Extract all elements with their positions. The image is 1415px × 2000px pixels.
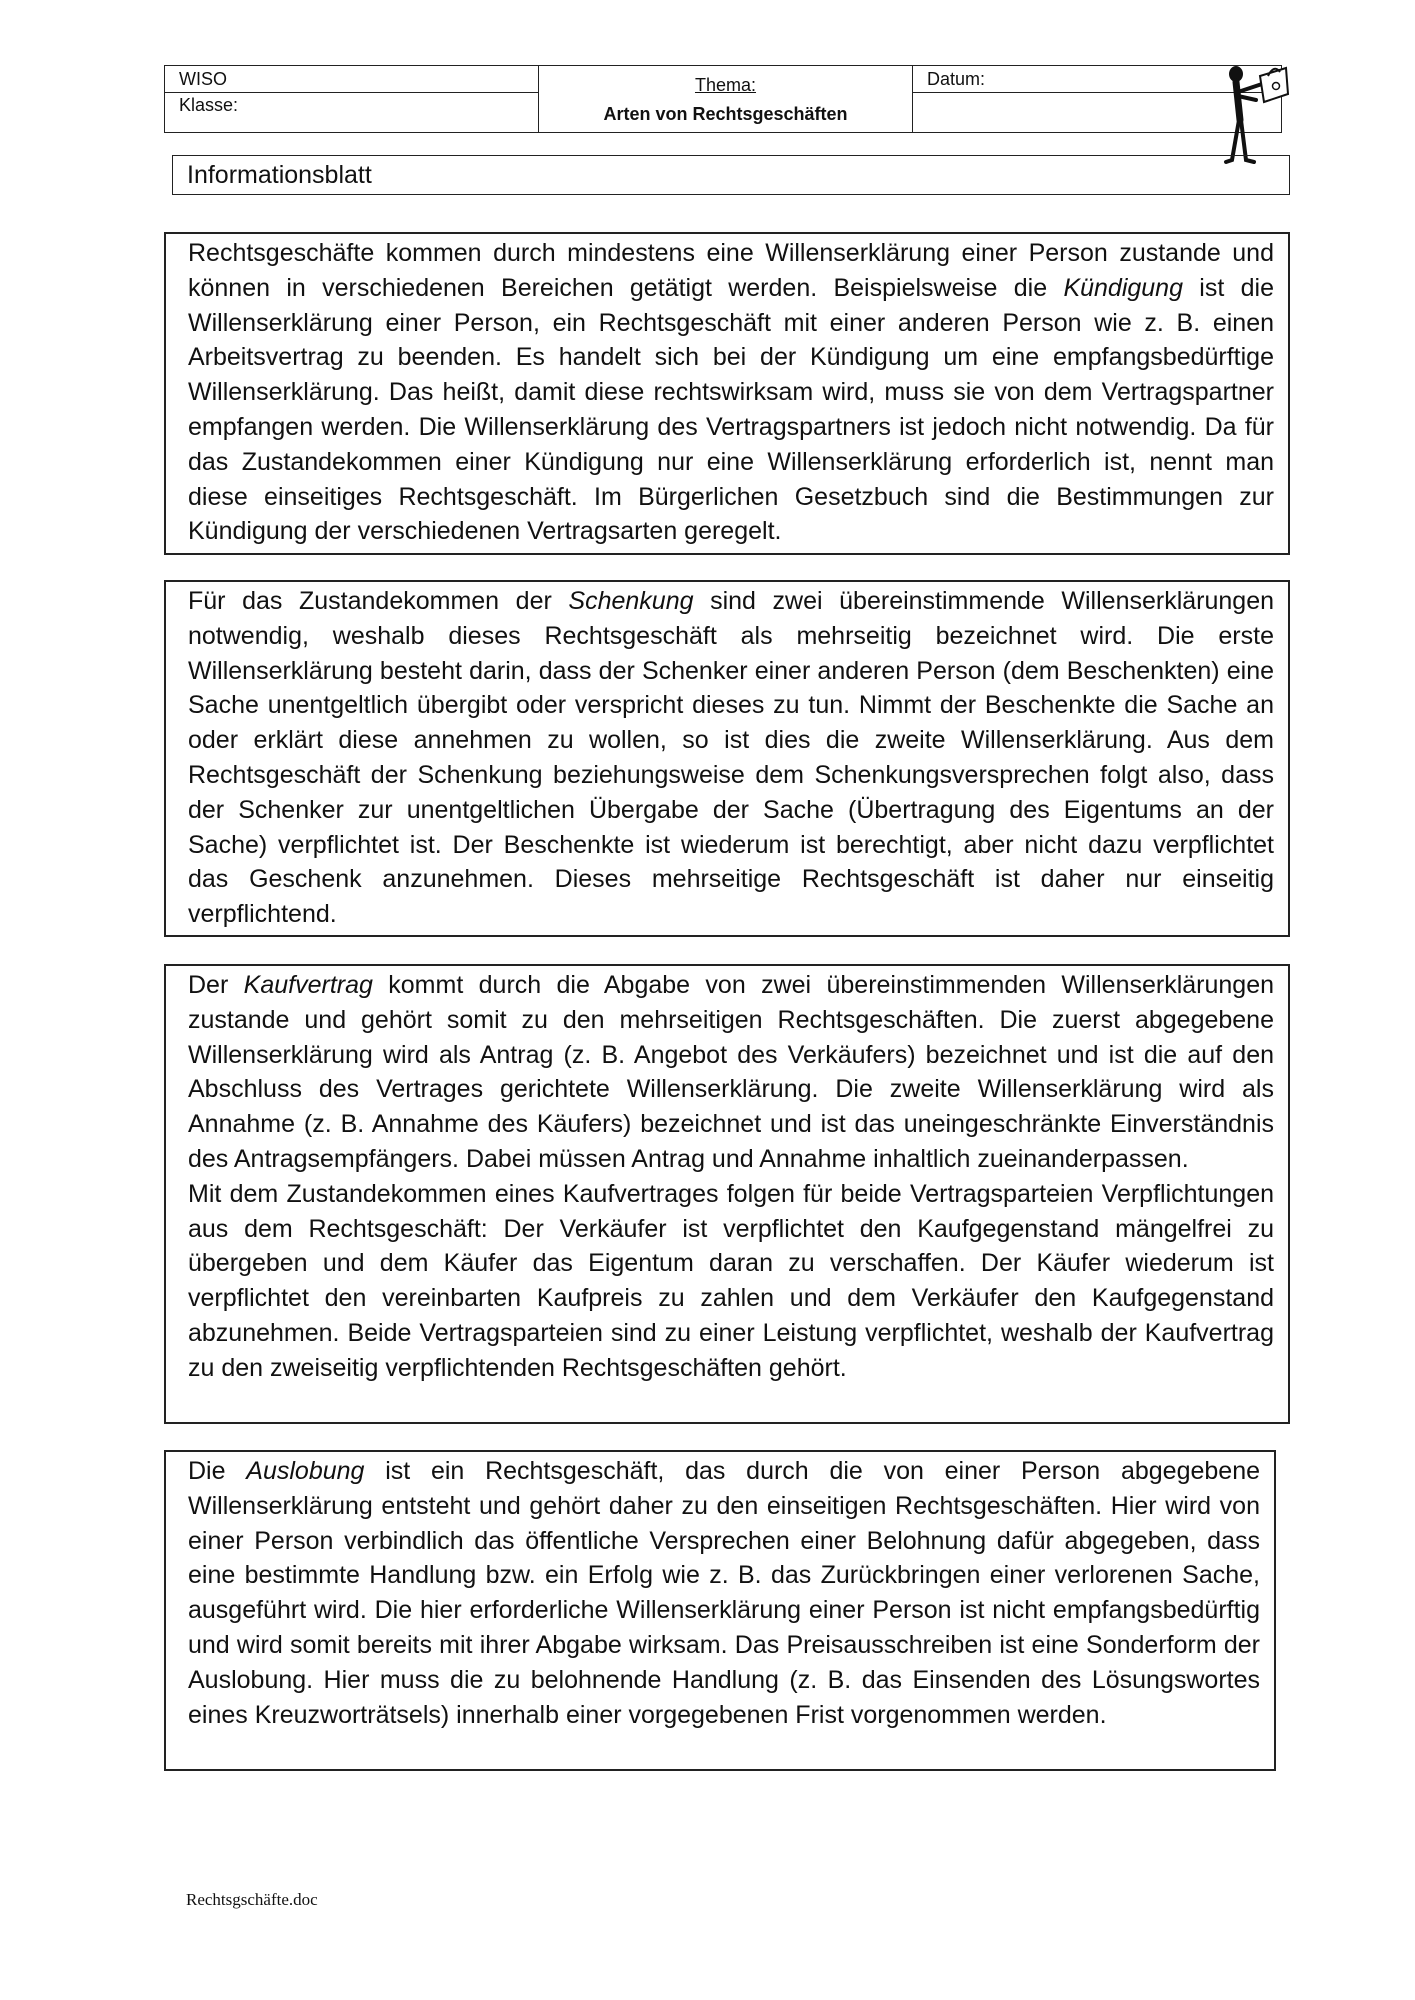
text-box-kuendigung	[164, 232, 1290, 555]
info-sheet-title: Informationsblatt	[172, 155, 1290, 195]
text-segment: Für das Zustandekommen der	[188, 587, 569, 615]
text-segment: sind zwei übereinstimmende Willenserklärungen notwendig, weshalb dieses Rechtsgeschäft als mehrseitig bezeichnet wird. Die erste Willenserklärung besteht darin, dass der Schenker einer anderen Person (dem Beschenkten) eine Sache unentgeltlich übergibt oder verspricht dieses zu tun. Nimmt der Beschenkte die Sache an oder erklärt diese annehmen zu wollen, so ist dies die zweite Willenserklärung. Aus dem Rechtsgeschäft der Schenkung beziehungsweise dem Schenkungsversprechen folgt also, dass der Schenker zur unentgeltlichen Übergabe der Sache (Übertragung des Eigentums an der Sache) verpflichtet ist. Der Beschenkte ist wiederum ist berechtigt, aber nicht dazu verpflichtet das Geschenk anzunehmen. Dieses mehrseitige Rechtsgeschäft ist daher nur einseitig verpflichtend.	[188, 587, 1275, 929]
text-segment: Die	[188, 1457, 247, 1485]
date-label: Datum:	[927, 68, 986, 89]
text-box-auslobung	[164, 1450, 1276, 1771]
paragraph	[188, 1454, 1260, 1732]
text-segment: Mit dem Zustandekommen eines Kaufvertrages folgen für beide Vertragsparteien Verpflichtungen aus dem Rechtsgeschäft: Der Verkäufer ist verpflichtet den Kaufgegenstand mängelfrei zu übergeben und dem Käufer das Eigentum daran zu verschaffen. Der Käufer wiederum ist verpflichtet den vereinbarten Kaufpreis zu zahlen und dem Verkäufer den Kaufgegenstand abzunehmen. Beide Vertragsparteien sind zu einer Leistung verpflichtet, weshalb der Kaufvertrag zu den zweiseitig verpflichtenden Rechtsgeschäften gehört.	[188, 1179, 1274, 1382]
text-segment: ist die Willenserklärung einer Person, ein Rechtsgeschäft mit einer anderen Person wie z. B. einen Arbeitsvertrag zu beenden. Es handelt sich bei der Kündigung um eine empfangsbedürftige Willenserklärung. Das heißt, damit diese rechtswirksam wird, muss sie von dem Vertragspartner empfangen werden. Die Willenserklärung des Vertragspartners ist jedoch nicht notwendig. Da für das Zustandekommen einer Kündigung nur eine Willenserklärung erforderlich ist, nennt man diese einseitiges Rechtsgeschäft. Im Bürgerlichen Gesetzbuch sind die Bestimmungen zur Kündigung der verschiedenen Vertragsarten geregelt.	[188, 273, 1274, 546]
paragraph	[188, 584, 1274, 932]
worksheet-header	[164, 65, 1282, 133]
class-label: Klasse:	[179, 95, 239, 115]
paragraph	[188, 236, 1274, 549]
subject-label: WISO	[179, 68, 227, 89]
paragraph	[188, 968, 1274, 1177]
figure-with-shopping-bag-icon	[1222, 62, 1290, 166]
text-segment: Der	[188, 971, 244, 999]
text-box-schenkung	[164, 580, 1290, 937]
paragraph	[188, 1177, 1274, 1386]
class-cell	[165, 93, 539, 133]
text-segment: ist ein Rechtsgeschäft, das durch die von einer Person abgegebene Willenserklärung entsteht und gehört daher zu den einseitigen Rechtsgeschäften. Hier wird von einer Person verbindlich das öffentliche Versprechen einer Belohnung dafür abgegeben, dass eine bestimmte Handlung bzw. ein Erfolg wie z. B. das Zurückbringen einer verlorenen Sache, ausgeführt wird. Die hier erforderliche Willenserklärung einer Person ist nicht empfangsbedürftig und wird somit bereits mit ihrer Abgabe wirksam. Das Preisausschreiben ist eine Sonderform der Auslobung. Hier muss die zu belohnende Handlung (z. B. das Einsenden des Lösungswortes eines Kreuzworträtsels) innerhalb einer vorgegebenen Frist vorgenommen werden.	[188, 1457, 1260, 1729]
subject-cell	[165, 66, 539, 93]
term-kaufvertrag: Kaufvertrag	[243, 971, 373, 999]
topic-cell	[539, 66, 913, 133]
term-schenkung: Schenkung	[568, 587, 694, 615]
text-segment: kommt durch die Abgabe von zwei übereinstimmenden Willenserklärungen zustande und gehört somit zu den mehrseitigen Rechtsgeschäften. Die zuerst abgegebene Willenserklärung wird als Antrag (z. B. Angebot des Verkäufers) bezeichnet und ist die auf den Abschluss des Vertrages gerichtete Willenserklärung. Die zweite Willenserklärung wird als Annahme (z. B. Annahme des Käufers) bezeichnet und ist das uneingeschränkte Einverständnis des Antragsempfängers. Dabei müssen Antrag und Annahme inhaltlich zueinanderpassen.	[188, 971, 1275, 1173]
topic-title: Arten von Rechtsgeschäften	[603, 104, 848, 124]
term-auslobung: Auslobung	[246, 1457, 365, 1485]
text-box-kaufvertrag	[164, 964, 1290, 1424]
footer-filename: Rechtsgschäfte.doc	[186, 1890, 318, 1909]
text-segment: Rechtsgeschäfte kommen durch mindestens eine Willenserklärung einer Person zustande und können in verschiedenen Bereichen getätigt werden. Beispielsweise die	[188, 239, 1274, 302]
term-kuendigung: Kündigung	[1063, 273, 1183, 302]
topic-label: Thema:	[694, 75, 757, 95]
